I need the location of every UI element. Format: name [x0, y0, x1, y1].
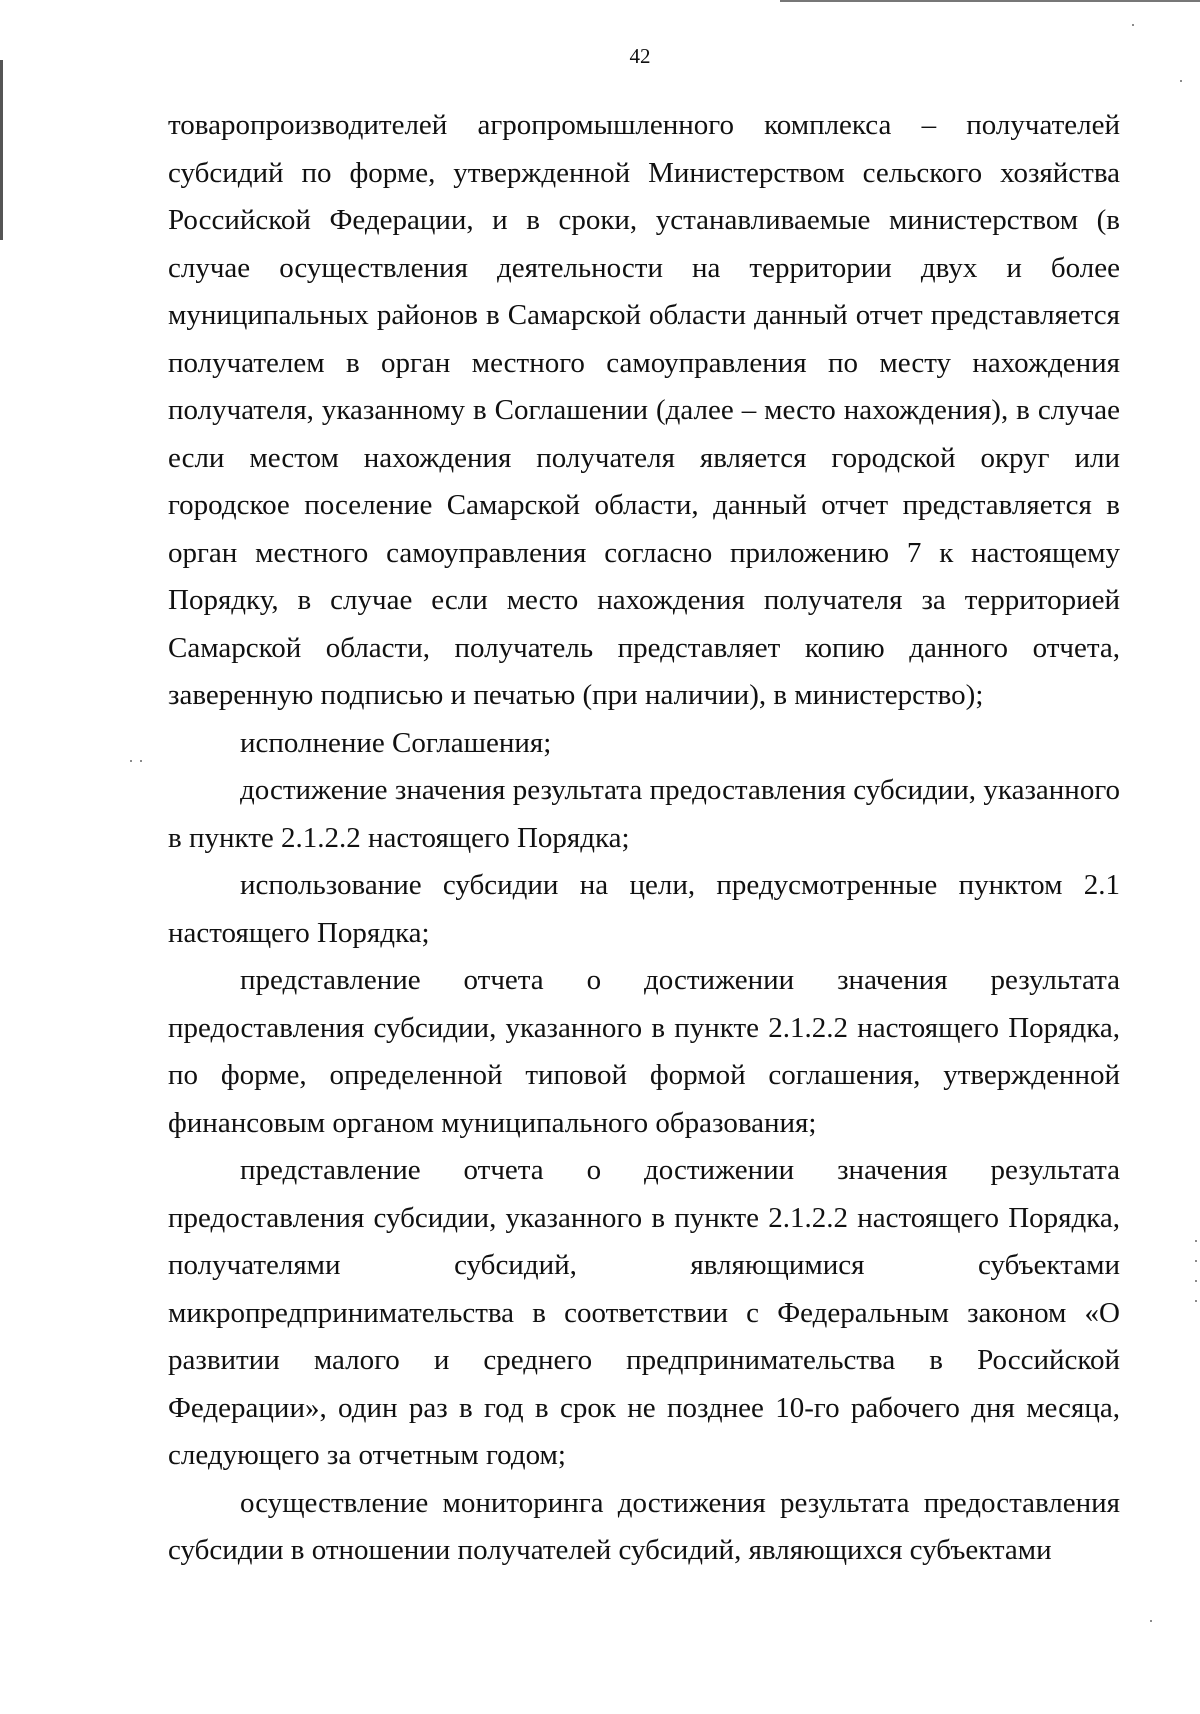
scan-speck: [1180, 80, 1182, 82]
paragraph-recipients-report: товаропроизводителей агропромышленного комплекса – получателей субсидий по форме, утвержденной Министерством сельского хозяйства Российской Федерации, и в сроки, устанавливаемые министерством (в случае осуществления деятельности на территории двух и более муниципальных районов в Самарской области данный отчет представляется получателем в орган местного самоуправления по месту нахождения получателя, указанному в Соглашении (далее – место нахождения), в случае если местом нахождения получателя является городской округ или городское поселение Самарской области, данный отчет представляется в орган местного самоуправления согласно приложению 7 к настоящему Порядку, в случае если место нахождения получателя за территорией Самарской области, получатель представляет копию данного отчета, заверенную подписью и печатью (при наличии), в министерство);: [168, 109, 1120, 711]
scan-speck: [1195, 1300, 1197, 1302]
paragraph-micro-business-report: представление отчета о достижении значения результата предоставления субсидии, указанного в пункте 2.1.2.2 настоящего Порядка, получателями субсидий, являющимися субъектами микропредпринимательства в соответствии с Федеральным законом «О развитии малого и среднего предпринимательства в Российской Федерации», один раз в год в срок не позднее 10-го рабочего дня месяца, следующего за отчетным годом;: [168, 1154, 1120, 1471]
scan-speck: [1195, 1240, 1197, 1242]
scan-speck: [1150, 1620, 1152, 1622]
paragraph-agreement-execution: исполнение Соглашения;: [240, 726, 552, 759]
page-number: 42: [629, 44, 651, 68]
scan-speck: [1195, 1260, 1197, 1262]
document-body: [168, 102, 1120, 1575]
paragraph-subsidy-usage: использование субсидии на цели, предусмотренные пунктом 2.1 настоящего Порядка;: [168, 869, 1120, 949]
paragraph-monitoring: осуществление мониторинга достижения результата предоставления субсидии в отношении получателей субсидий, являющихся субъектами: [168, 1486, 1120, 1566]
scan-edge-top: [780, 0, 1200, 2]
scan-edge-left: [0, 60, 3, 240]
scan-speck: [1132, 24, 1134, 26]
scan-speck: [130, 760, 132, 762]
paragraph-result-achievement: достижение значения результата предоставления субсидии, указанного в пункте 2.1.2.2 настоящего Порядка;: [168, 774, 1120, 854]
scan-speck: [140, 760, 142, 762]
scan-speck: [1195, 1280, 1197, 1282]
paragraph-report-submission-form: представление отчета о достижении значения результата предоставления субсидии, указанного в пункте 2.1.2.2 настоящего Порядка, по форме, определенной типовой формой соглашения, утвержденной финансовым органом муниципального образования;: [168, 964, 1120, 1139]
